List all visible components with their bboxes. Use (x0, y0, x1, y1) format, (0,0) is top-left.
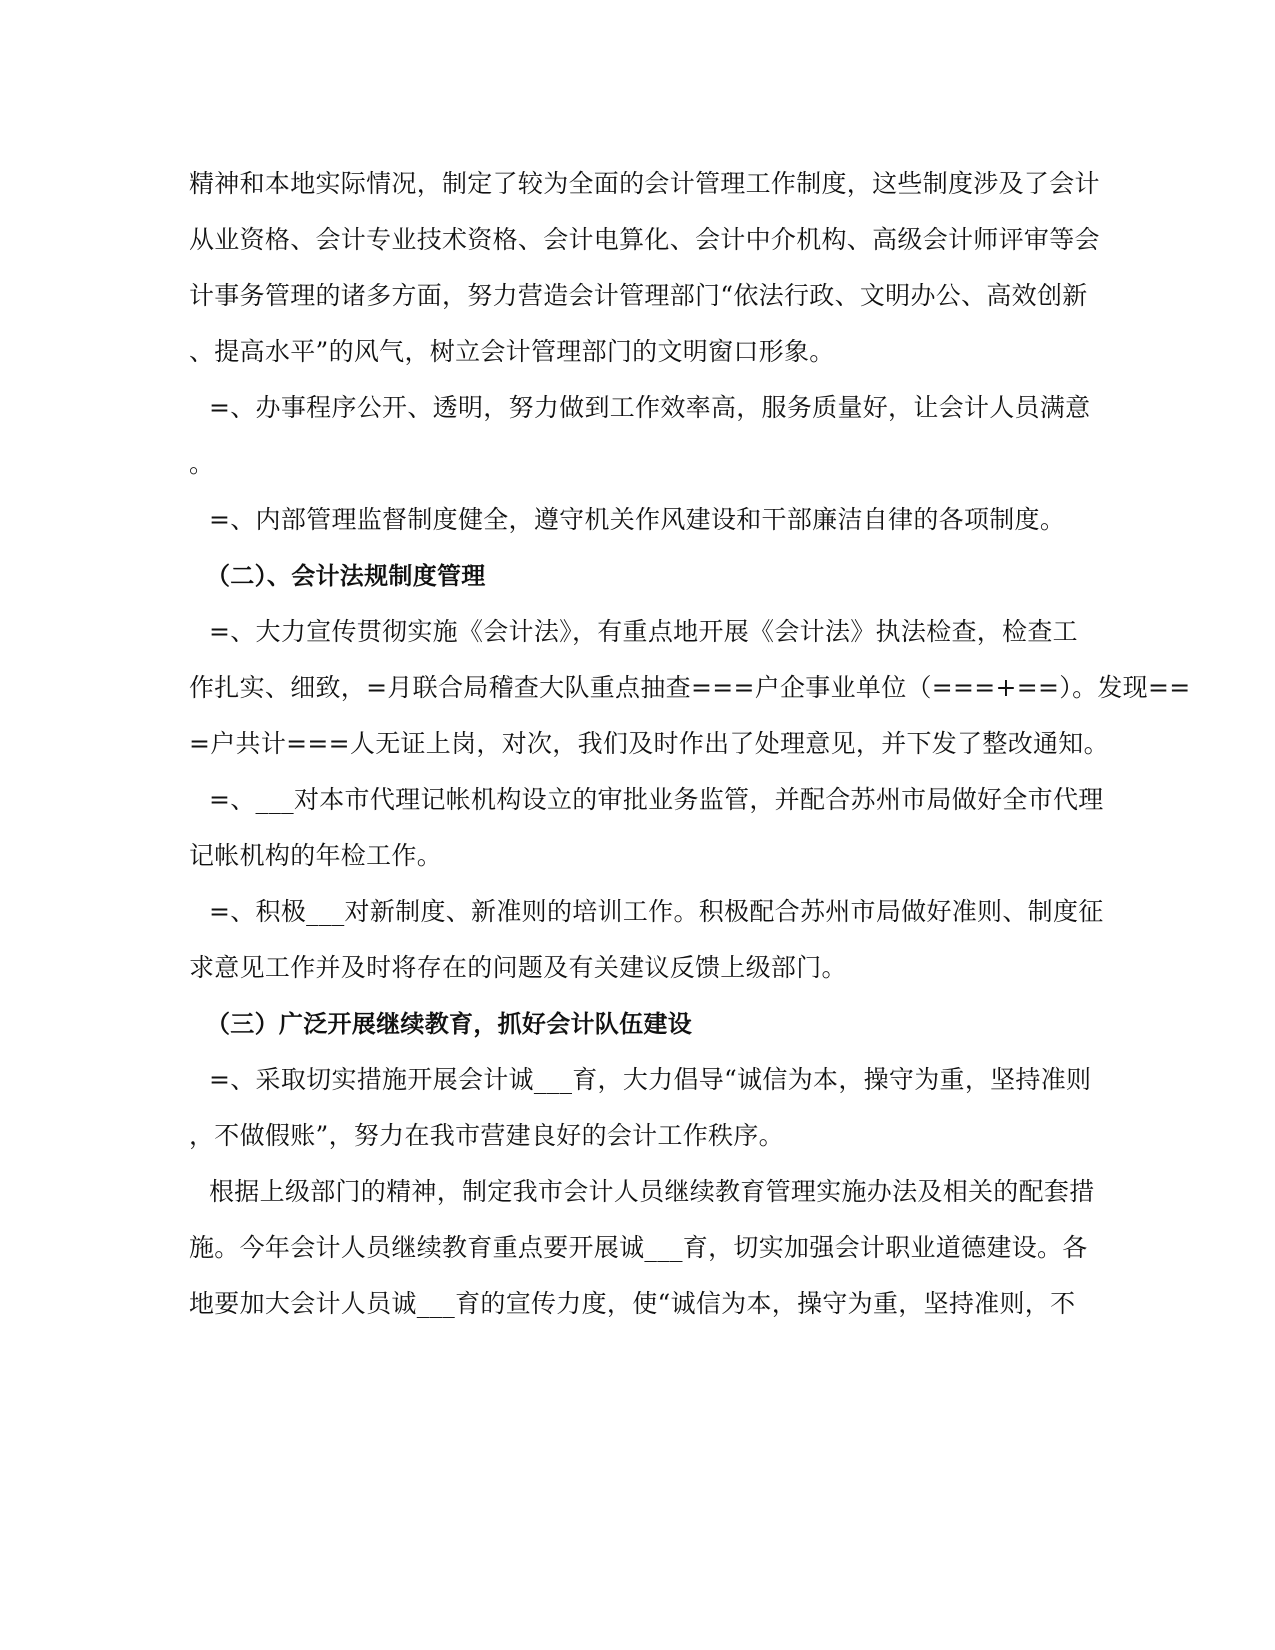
section-heading: （二）、会计法规制度管理 (206, 562, 486, 590)
body-text-line: 精神和本地实际情况，制定了较为全面的会计管理工作制度，这些制度涉及了会计 (189, 169, 1100, 198)
paragraph-start: 根据上级部门的精神，制定我市会计人员继续教育管理实施办法及相关的配套措 (209, 1177, 1095, 1206)
body-text-line: ，不做假账”，努力在我市营建良好的会计工作秩序。 (189, 1121, 784, 1150)
list-item-text: =、___对本市代理记帐机构设立的审批业务监管，并配合苏州市局做好全市代理 (209, 785, 1104, 814)
section-heading: （三）广泛开展继续教育，抓好会计队伍建设 (206, 1010, 692, 1038)
body-text-line: 地要加大会计人员诚___育的宣传力度，使“诚信为本，操守为重，坚持准则，不 (189, 1289, 1076, 1318)
body-text-line: 作扎实、细致，=月联合局稽查大队重点抽查===户企事业单位（===+==）。发现== (189, 673, 1191, 702)
body-text-line: 、提高水平”的风气，树立会计管理部门的文明窗口形象。 (189, 337, 835, 366)
body-text-line: 。 (189, 449, 215, 478)
body-text-line: 施。今年会计人员继续教育重点要开展诚___育，切实加强会计职业道德建设。各 (189, 1233, 1088, 1262)
list-item-text: =、内部管理监督制度健全，遵守机关作风建设和干部廉洁自律的各项制度。 (209, 505, 1066, 534)
list-item-text: =、采取切实措施开展会计诚___育，大力倡导“诚信为本，操守为重，坚持准则 (209, 1065, 1092, 1094)
list-item-text: =、办事程序公开、透明，努力做到工作效率高，服务质量好，让会计人员满意 (209, 393, 1091, 422)
body-text-line: 从业资格、会计专业技术资格、会计电算化、会计中介机构、高级会计师评审等会 (189, 225, 1100, 254)
body-text-line: 记帐机构的年检工作。 (189, 841, 443, 870)
body-text-line: =户共计===人无证上岗，对次，我们及时作出了处理意见，并下发了整改通知。 (189, 729, 1109, 758)
list-item-text: =、大力宣传贯彻实施《会计法》，有重点地开展《会计法》执法检查，检查工 (209, 617, 1078, 646)
body-text-line: 求意见工作并及时将存在的问题及有关建议反馈上级部门。 (189, 953, 847, 982)
body-text-line: 计事务管理的诸多方面，努力营造会计管理部门“依法行政、文明办公、高效创新 (189, 281, 1088, 310)
list-item-text: =、积极___对新制度、新准则的培训工作。积极配合苏州市局做好准则、制度征 (209, 897, 1104, 926)
